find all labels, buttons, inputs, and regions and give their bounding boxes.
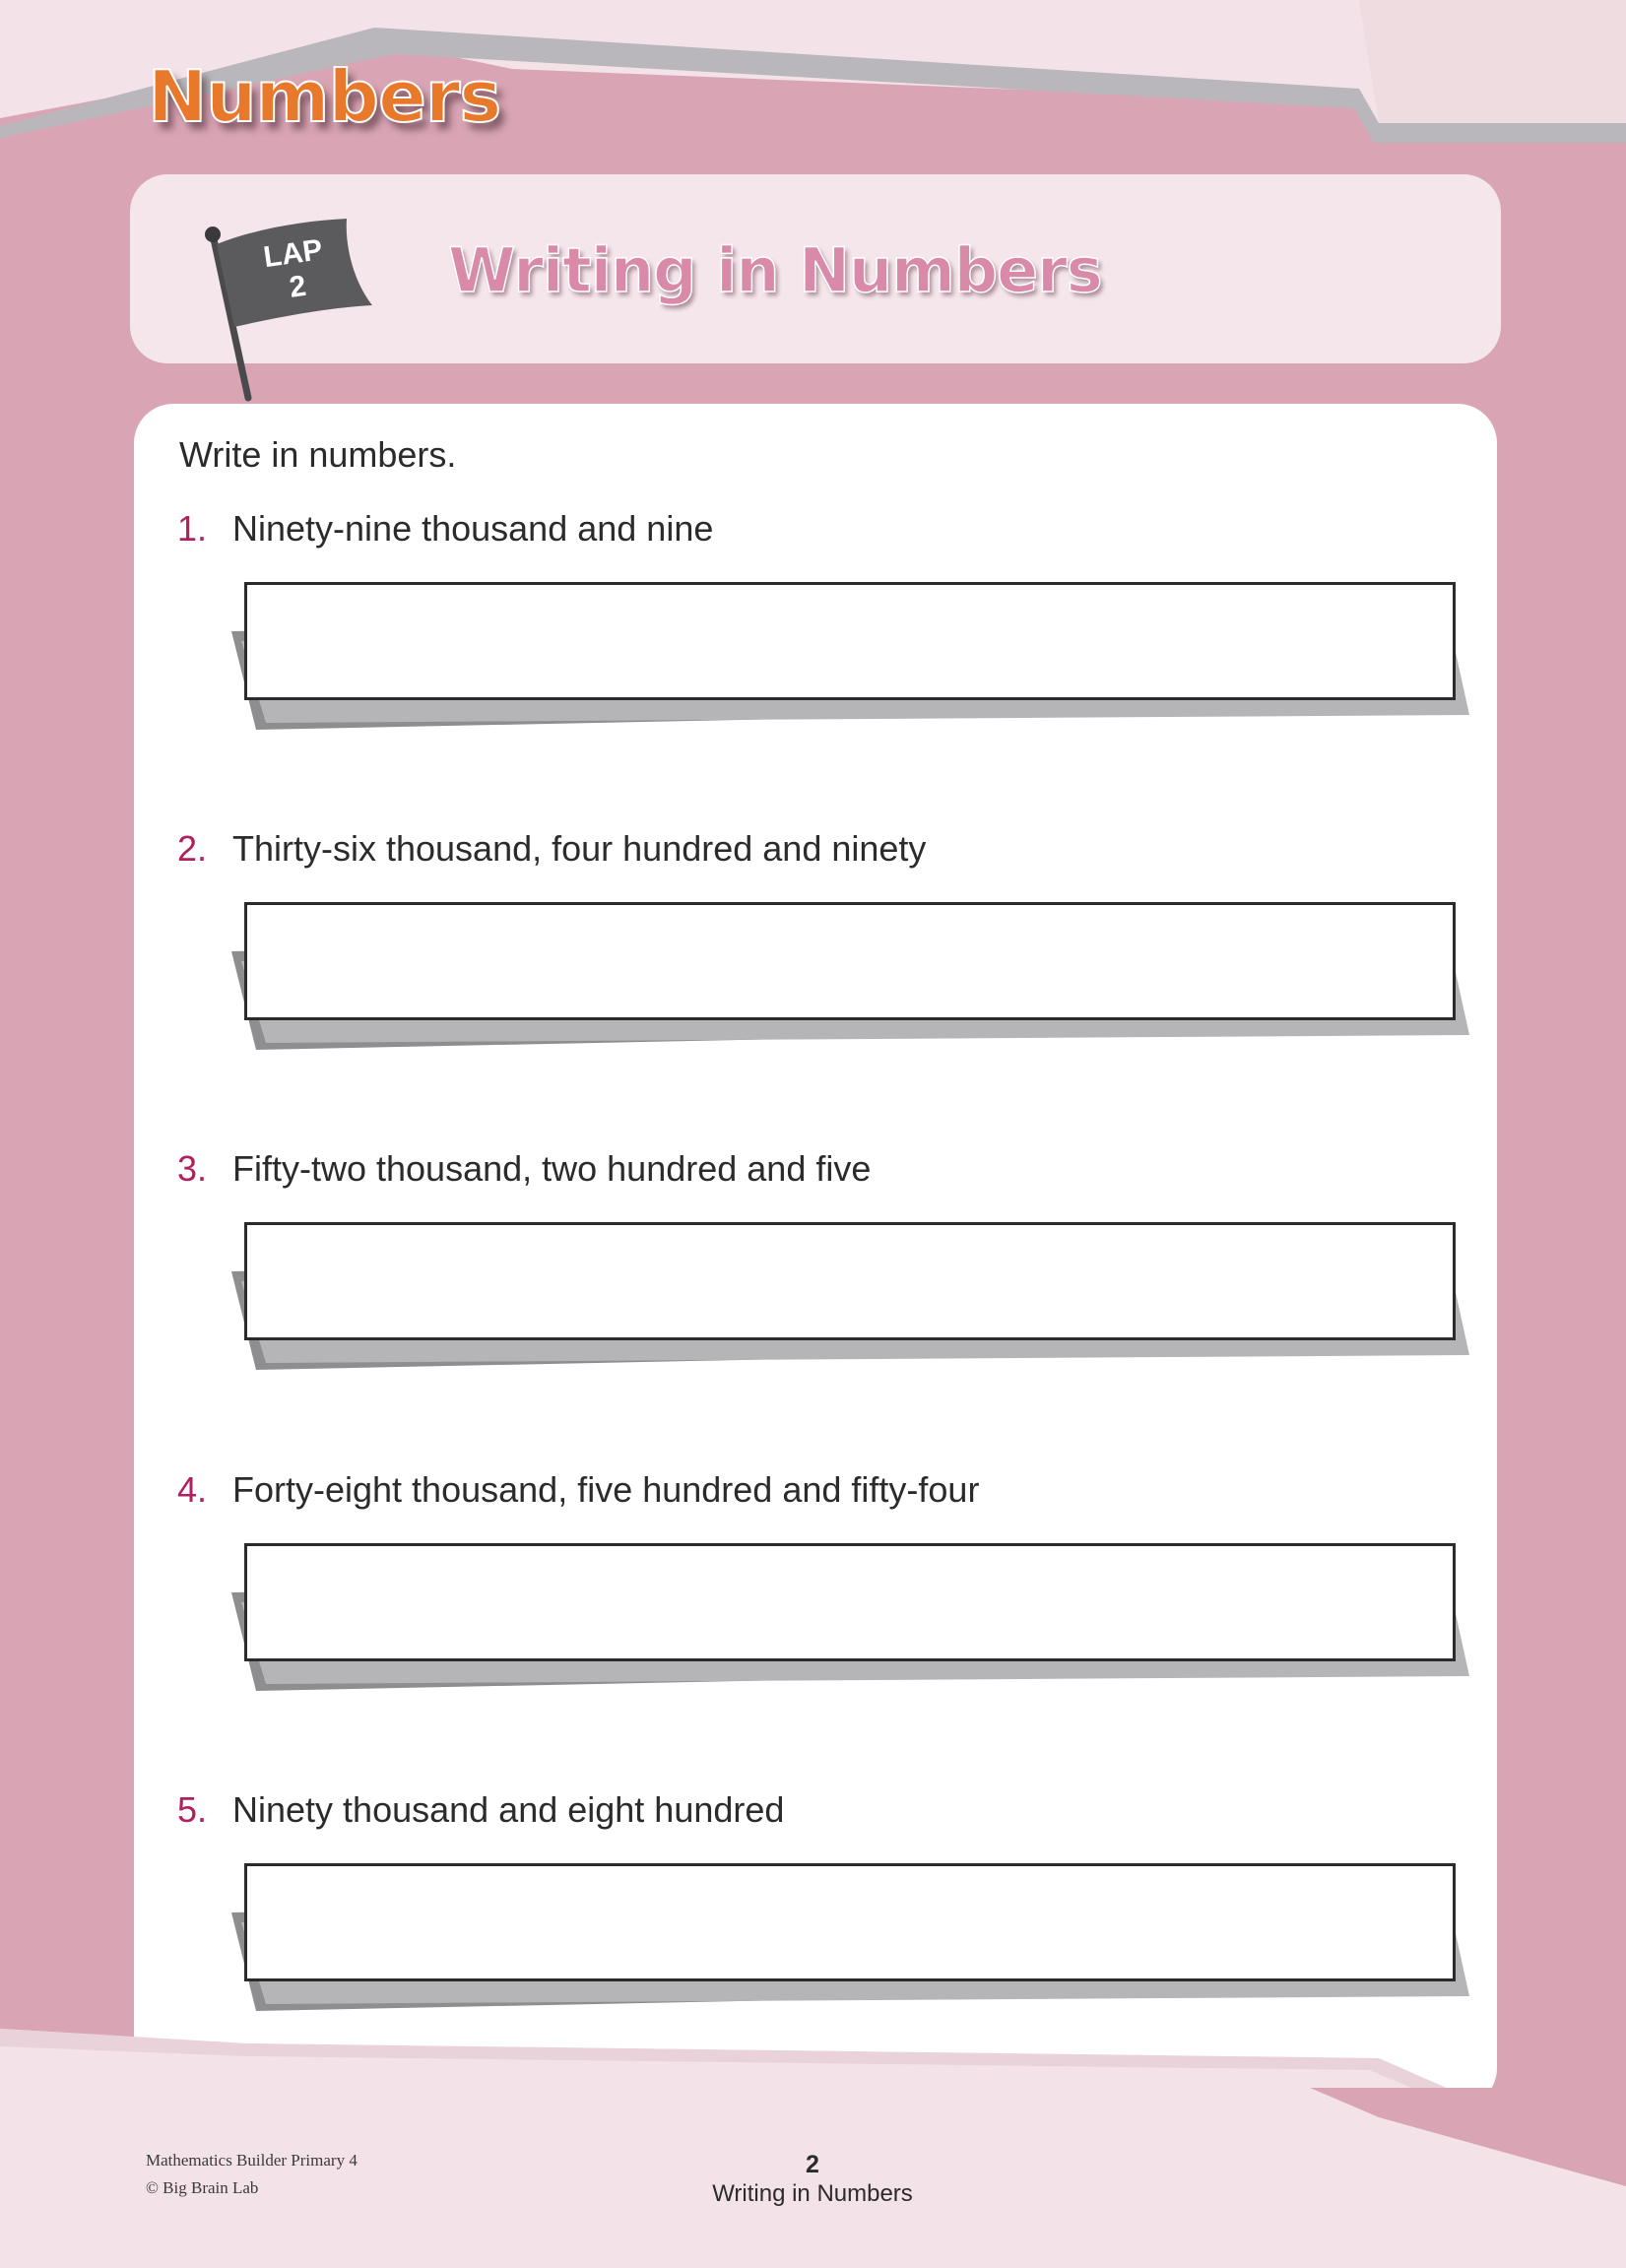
- lap-number: 2: [287, 269, 308, 304]
- footer-page-info: [616, 2150, 1009, 2209]
- question-number: 2.: [177, 828, 208, 869]
- footer-book-info: [146, 2147, 358, 2202]
- question-item: [0, 828, 1626, 1124]
- question-number: 3.: [177, 1148, 208, 1189]
- lap-label-text: LAP: [261, 233, 325, 275]
- copyright: © Big Brain Lab: [146, 2178, 259, 2197]
- question-text: Thirty-six thousand, four hundred and ninety: [232, 828, 927, 869]
- lap-label: [244, 231, 348, 311]
- question-item: [0, 1148, 1626, 1444]
- question-text: Fifty-two thousand, two hundred and five: [232, 1148, 872, 1189]
- answer-box[interactable]: [244, 1222, 1456, 1340]
- answer-box[interactable]: [244, 902, 1456, 1020]
- question-item: [0, 508, 1626, 804]
- instruction-text: Write in numbers.: [179, 434, 457, 475]
- page-number: 2: [806, 2151, 819, 2178]
- section-title: Numbers: [148, 55, 501, 138]
- answer-box[interactable]: [244, 1863, 1456, 1981]
- question-number: 5.: [177, 1789, 208, 1830]
- answer-box[interactable]: [244, 1543, 1456, 1661]
- question-text: Ninety-nine thousand and nine: [232, 508, 714, 549]
- book-title: Mathematics Builder Primary 4: [146, 2151, 358, 2170]
- answer-box[interactable]: [244, 582, 1456, 700]
- question-text: Ninety thousand and eight hundred: [232, 1789, 785, 1830]
- question-number: 4.: [177, 1469, 208, 1510]
- question-text: Forty-eight thousand, five hundred and fifty-four: [232, 1469, 980, 1510]
- question-item: [0, 1469, 1626, 1765]
- lesson-title: Writing in Numbers: [448, 234, 1102, 306]
- question-number: 1.: [177, 508, 208, 549]
- page-label: Writing in Numbers: [712, 2180, 913, 2207]
